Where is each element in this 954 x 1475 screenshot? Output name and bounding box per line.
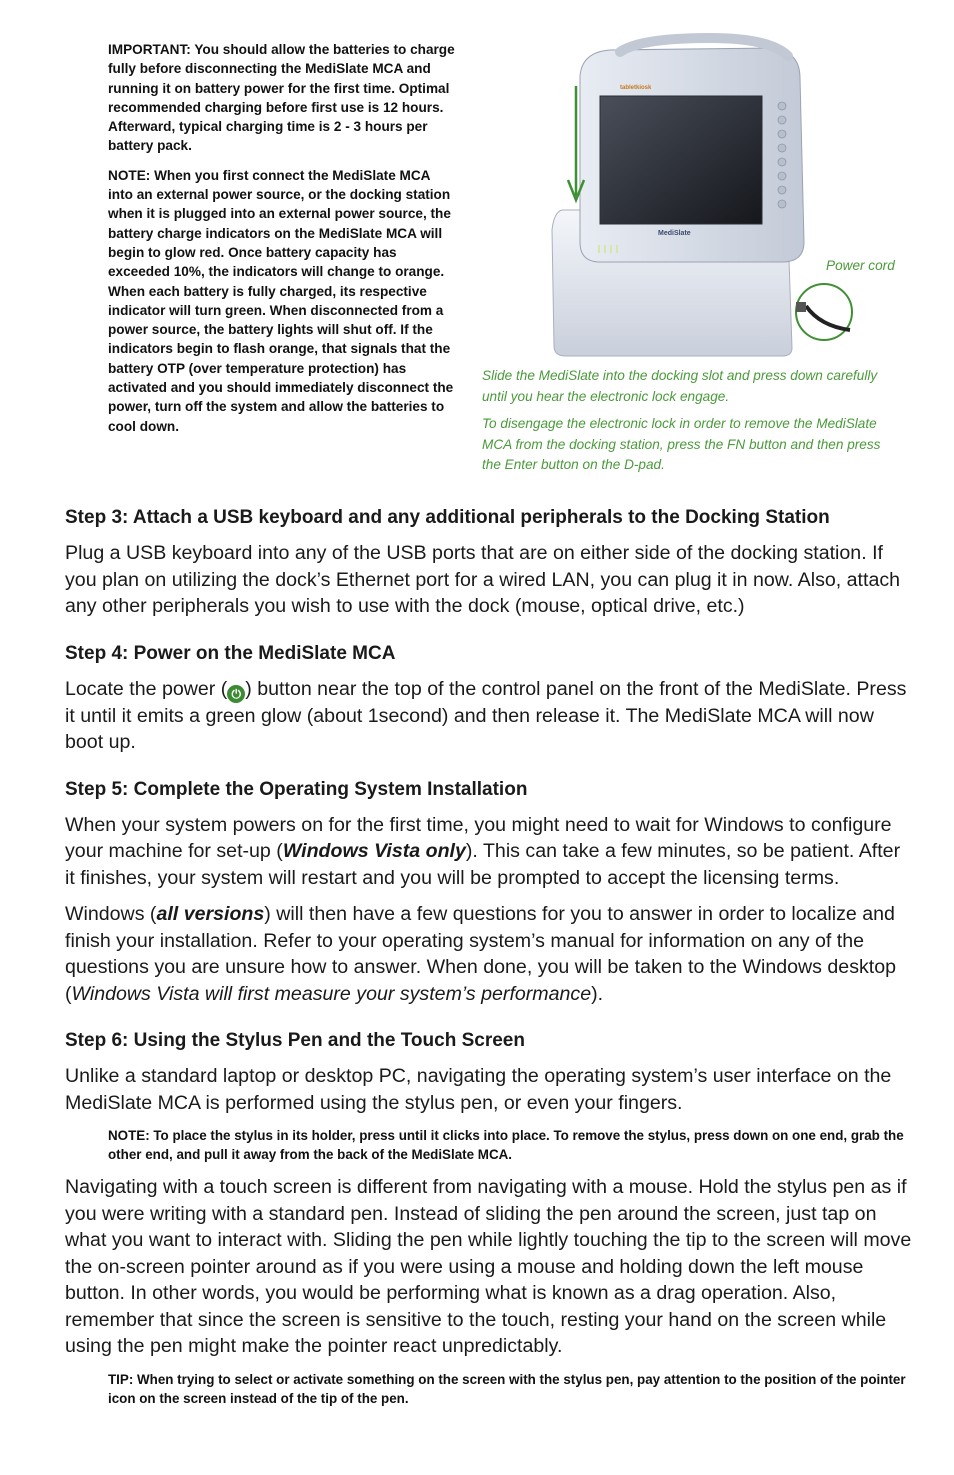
battery-notes xyxy=(108,40,458,446)
step5-heading: Step 5: Complete the Operating System Installation xyxy=(65,778,528,800)
docking-station-figure xyxy=(470,30,910,360)
figure-caption-remove: To disengage the electronic lock in order to remove the MediSlate MCA from the docking station, press the FN button and then press the Enter button on the D-pad. xyxy=(482,416,881,472)
step5-para1: When your system powers on for the first time, you might need to wait for Windows to configure your machine for set-up (Windows Vista only). This can take a few minutes, so be patient. After it finishes, your system will restart and you will be prompted to accept the licensing terms. xyxy=(65,813,901,889)
step6-para2: Navigating with a touch screen is different from navigating with a mouse. Hold the stylus pen as if you were writing with a standard pen. Instead of sliding the pen around the screen, just tap on what you want to interact with. Sliding the pen while lightly touching the tip to the screen will move the on-screen pointer around as if you were using a mouse and holding down the left mouse button. In other words, you would be performing what is known as a drag operation. Also, remember that since the screen is sensitive to the touch, resting your hand on the screen while using the pen might make the pointer react unpredictably. xyxy=(65,1176,912,1357)
power-cord-label: Power cord xyxy=(826,258,895,273)
battery-indicator-note: NOTE: When you first connect the MediSlate MCA into an external power source, or the docking station when it is plugged into an external power source, the battery charge indicators on the MediSlate MCA will begin to glow red. Once battery capacity has exceeded 10%, the indicators will change to orange. When each battery is fully charged, its respective indicator will turn green. When disconnected from a power source, the battery lights will shut off. If the indicators begin to flash orange, that signals that the battery OTP (over temperature protection) has activated and you should immediately disconnect the power, turn off the system and allow the batteries to cool down. xyxy=(108,167,454,434)
step4-heading: Step 4: Power on the MediSlate MCA xyxy=(65,642,396,664)
device-logo: MediSlate xyxy=(658,230,691,237)
step6-section xyxy=(65,1029,915,1408)
step3-body: Plug a USB keyboard into any of the USB ports that are on either side of the docking station. If you plan on utilizing the dock’s Ethernet port for a wired LAN, you can plug it in now. Also, attach any other peripherals you wish to use with the dock (mouse, optical drive, etc.) xyxy=(65,542,901,617)
brand-logo: tabletkiosk xyxy=(620,85,652,91)
step4-section xyxy=(65,642,915,756)
medislate-dock-illustration xyxy=(470,30,910,360)
step6-para1: Unlike a standard laptop or desktop PC, navigating the operating system’s user interface on the MediSlate MCA is performed using the stylus pen, or even your fingers. xyxy=(65,1065,892,1114)
step6-heading: Step 6: Using the Stylus Pen and the Touch Screen xyxy=(65,1030,525,1051)
power-icon: ⏻ xyxy=(227,685,245,703)
step3-heading: Step 3: Attach a USB keyboard and any additional peripherals to the Docking Station xyxy=(65,507,830,528)
stylus-tip: TIP: When trying to select or activate something on the screen with the stylus pen, pay attention to the position of the pointer icon on the screen instead of the tip of the pen. xyxy=(108,1371,906,1406)
stylus-note: NOTE: To place the stylus in its holder, press until it clicks into place. To remove the stylus, press down on one end, grab the other end, and pull it away from the back of the MediSlate MCA. xyxy=(108,1128,904,1162)
important-note: IMPORTANT: You should allow the batteries to charge fully before disconnecting the MediSlate MCA and running it on battery power for the first time. Optimal recommended charging before first use is 12 hours. Afterward, typical charging time is 2 - 3 hours per battery pack. xyxy=(108,42,455,154)
step4-body: Locate the power ( ⏻ ) button near the top of the control panel on the front of the MediSlate. Press it until it emits a green glow (about 1second) and then release it. The MediSlate MCA will now boot up. xyxy=(65,677,907,753)
step3-section xyxy=(65,506,915,620)
figure-caption-insert: Slide the MediSlate into the docking slot and press down carefully until you hear the electronic lock engage. xyxy=(482,368,878,404)
step5-section xyxy=(65,778,915,1008)
main-content xyxy=(65,506,915,1430)
step5-para2: Windows (all versions) will then have a few questions for you to answer in order to localize and finish your installation. Refer to your operating system’s manual for information on any of the questions you are unsure how to answer. When done, you will be taken to the Windows desktop (Windows Vista will first measure your system’s performance). xyxy=(65,903,897,1005)
